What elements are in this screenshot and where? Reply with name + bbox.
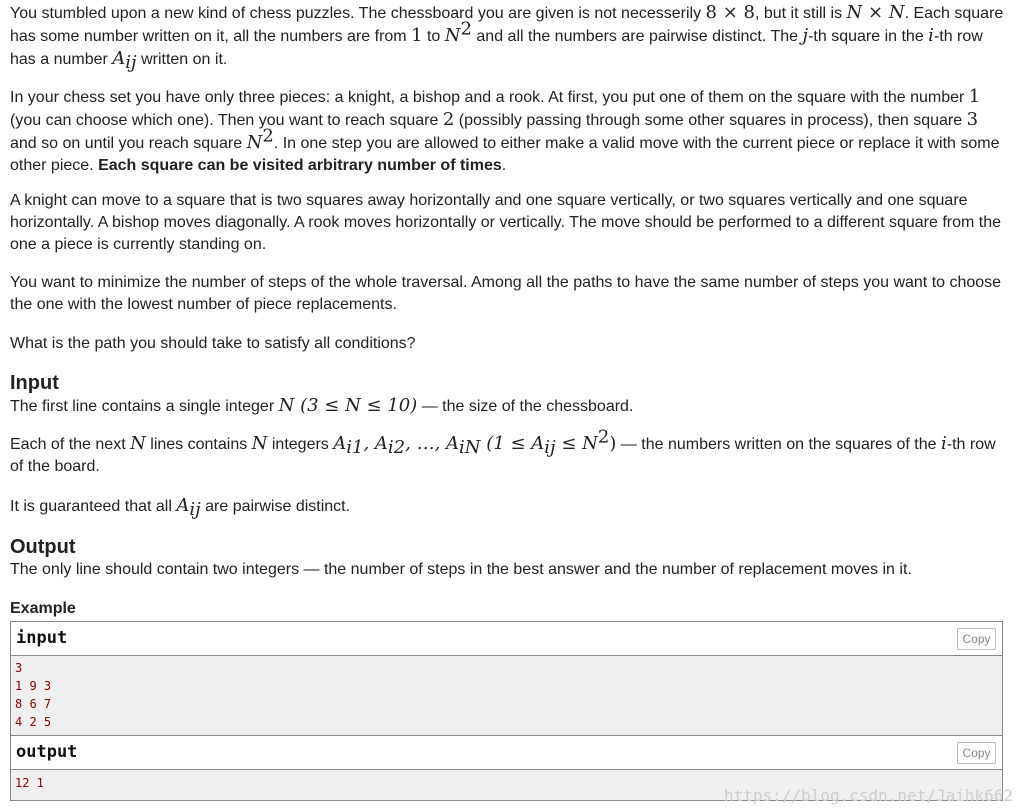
copy-input-button[interactable]: Copy	[957, 628, 996, 650]
input-paragraph-3: It is guaranteed that all $A_{ij}$ are pairwise distinct.	[10, 495, 351, 521]
example-heading: Example	[10, 600, 76, 617]
input-paragraph-2: Each of the next N lines contains N integers $A_{i1}$, $A_{i2}$, …, $A_{iN}$ $(1 \le A_{ij} \le N^2)$ — the numbers written on the squares of the i-th row of the board.	[10, 426, 996, 475]
statement-paragraph-2: In your chess set you have only three pieces: a knight, a bishop and a rook. At first, you put one of them on the square with the number 1 (you can choose which one). Then you want to reach square 2 (possibly passing through some other squares in process), then square 3 and so on until you reach square $N^2$. In one step you are allowed to either make a valid move with the current piece or replace it with some other piece. Each square can be visited arbitrary number of times.	[10, 86, 1000, 174]
statement-paragraph-5: What is the path you should take to satisfy all conditions?	[10, 335, 416, 352]
input-paragraph-1: The first line contains a single integer N (3 ≤ N ≤ 10) — the size of the chessboard.	[10, 395, 634, 416]
example-box	[10, 621, 1003, 801]
output-box-header	[11, 736, 1002, 770]
output-paragraph: The only line should contain two integers — the number of steps in the best answer and the number of replacement moves in it.	[10, 561, 912, 578]
output-heading: Output	[10, 536, 76, 558]
statement-paragraph-4: You want to minimize the number of steps of the whole traversal. Among all the paths to have the same number of steps you want to choose the one with the lowest number of piece replacements.	[10, 274, 1002, 313]
statement-paragraph-3: A knight can move to a square that is two squares away horizontally and one square vertically, or two squares vertically and one square horizontally. A bishop moves diagonally. A rook moves horizontally or vertically. The move should be performed to a different square from the one a piece is currently standing on.	[10, 192, 1002, 253]
output-box-title: output	[16, 742, 78, 762]
input-heading: Input	[10, 372, 59, 394]
input-box-title: input	[16, 628, 68, 648]
emphasis-text: Each square can be visited arbitrary number of times	[98, 157, 502, 174]
statement-paragraph-1: You stumbled upon a new kind of chess puzzles. The chessboard you are given is not necesserily 8 × 8, but it still is N × N. Each square has some number written on it, all the numbers are from 1 to $N^2$ and all the numbers are pairwise distinct. The j-th square in the i-th row has a number $A_{ij}$ written on it.	[10, 2, 1004, 74]
example-input-text: 3 1 9 3 8 6 7 4 2 5	[11, 656, 1002, 736]
example-output-text: 12 1	[11, 770, 1002, 800]
copy-output-button[interactable]: Copy	[957, 742, 996, 764]
watermark: https://blog.csdn.net/Jaihk662	[724, 786, 1013, 805]
input-box-header	[11, 622, 1002, 656]
